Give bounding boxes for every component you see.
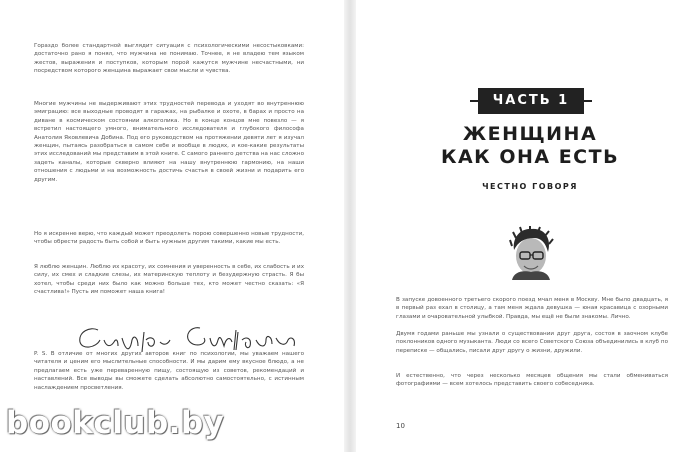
book-gutter [344, 0, 356, 452]
left-paragraph-ps: P. S. В отличие от многих других авторов книг по психологии, мы уважаем нашего читателя и ценим его мыслительные способности. И мы дарим ему вкусное блюдо, а не предлагаем есть уже переваренную пищу, состоящую из советов, рекомендаций и наставлений. Все выводы вы сможете сделать абсолютно самостоятельно, с истинным наслаждением просветления. [34, 351, 304, 391]
right-paragraph-2: Двумя годами раньше мы узнали о существовании друг друга, состоя в заочном клубе поклонников одного музыканта. Люди со всего Советского Союза объединились в клуб по переписке — общались, писали друг другу о жизни, дружили. [396, 331, 668, 354]
part-banner [478, 88, 584, 114]
left-page [0, 0, 344, 452]
right-paragraph-3: И естественно, что через несколько месяцев общения мы стали обмениваться фотографиями — всем хотелось представить своего собеседника. [396, 373, 668, 388]
left-paragraph-3: Но я искренне верю, что каждый может преодолеть порою совершенно новые трудности, чтобы обрести радость быть собой и быть нужным другим такими, какие мы есть. [34, 231, 304, 246]
chapter-title-line2: КАК ОНА ЕСТЬ [440, 146, 620, 168]
author-portrait-image [506, 226, 556, 280]
left-paragraph-4: Я люблю женщин. Люблю их красоту, их сомнения и уверенность в себе, их слабость и их силу, их смех и сладкие слезы, их материнскую теплоту и безудержную страсть. Я бы хотел, чтобы среди них было как можно больше тех, кто может честно сказать: «Я счастлива!» Пусть им поможет наша книга! [34, 264, 304, 296]
right-paragraph-1: В запуске довоенного третьего скорого поезд мчал меня в Москву. Мне было двадцать, я в первый раз ехал в столицу, а там меня ждала девушка — юная красавица с озорными глазами и очаровательной улыбкой. Правда, мы ещё не были знакомы. Лично. [396, 297, 668, 320]
left-paragraph-2: Многие мужчины не выдерживают этих трудностей перевода и уходят во внутреннюю эмиграцию: все выходные проводят в гаражах, на рыбалке и охоте, в барах и просто на диване в космическом состоянии алкоголика. Но в конце концов мне повезло — я встретил настоящего умного, внимательного исследователя и глубокого философа Анатолия Яковлевича Добина. Под его руководством на протяжении девяти лет я изучал женщин, пытаясь разобраться в самом себе и вообще в людях, и кое-какие результаты этих исследований мы представим в этой книге. С самого раннего детства на нас сложно задеть каналы, которые скверно влияют на нашу внутреннюю гармонию, на наши отношения с людьми и на возможность достичь счастья в своей жизни и подарить его другим. [34, 101, 304, 183]
chapter-title-line1: ЖЕНЩИНА [462, 123, 598, 145]
page-number: 10 [396, 422, 405, 430]
part-label: ЧАСТЬ 1 [492, 93, 570, 108]
watermark-bookclub: bookclub.by [6, 405, 225, 441]
chapter-subtitle: ЧЕСТНО ГОВОРЯ [482, 182, 578, 191]
part-banner-right-line [584, 100, 592, 102]
left-paragraph-1: Гораздо более стандартной выглядит ситуация с психологическими несостыковками: достаточно рано я понял, что мужчина не понимаю. Точнее, я не владею тем языком жестов, выражения и поступков, которым порой кажутся мужчине несчастными, ни посредством которого женщина выражает свои мысли и чувства. [34, 43, 304, 75]
part-banner-left-line [470, 100, 478, 102]
